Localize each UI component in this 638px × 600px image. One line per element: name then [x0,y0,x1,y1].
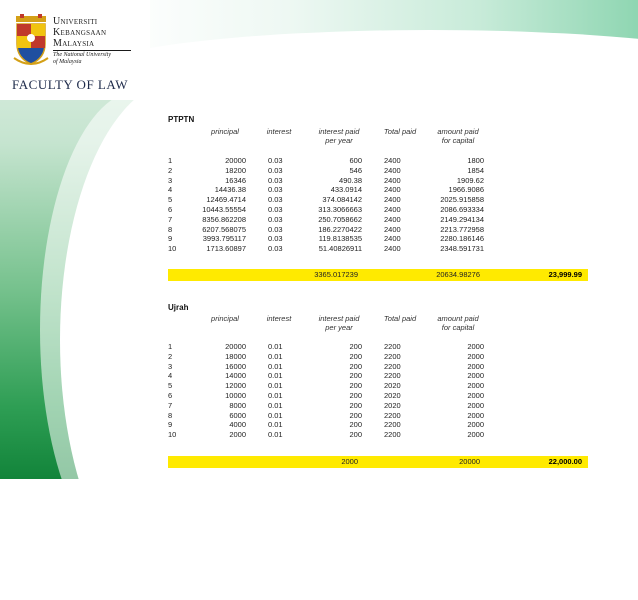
cell-amount-paid: 2149.294134 [440,214,484,224]
cell-interest: 0.03 [268,214,283,224]
row-number: 1 [168,156,173,165]
col-header-amount-paid [430,127,486,145]
cell-principal: 8356.862208 [202,214,246,224]
row-number: 5 [168,381,173,391]
cell-amount-paid: 1800 [467,156,484,165]
cell-interest-paid: 490.38 [339,175,362,185]
table-title: PTPTN [168,115,195,124]
header-line: per year [325,323,353,332]
cell-interest-paid: 313.3066663 [318,205,362,214]
table-title: Ujrah [168,303,189,312]
cell-amount-paid: 2000 [467,391,484,400]
col-header-amount-paid [430,314,486,332]
totals-row [168,269,588,281]
cell-amount-paid: 2000 [467,361,484,371]
cell-interest: 0.01 [268,400,283,410]
motto-line-2: of Malaysia [53,59,82,65]
row-number: 3 [168,175,173,185]
cell-total-paid: 2200 [384,371,401,381]
row-number: 6 [168,391,173,400]
cell-interest: 0.01 [268,430,283,440]
university-line-3: Malaysia [53,38,95,49]
cell-interest: 0.03 [268,185,283,195]
totals-row [168,456,588,468]
cell-total-paid: 2200 [384,351,401,361]
cell-interest: 0.03 [268,205,283,214]
cell-principal: 10443.55554 [202,205,246,214]
cell-principal: 12469.4714 [206,195,246,205]
cell-principal: 18000 [225,351,246,361]
row-number: 3 [168,361,173,371]
cell-total-paid: 2400 [384,195,401,205]
divider [53,50,131,51]
cell-interest-paid: 200 [349,410,362,420]
cell-total-paid: 2200 [384,342,401,351]
cell-interest-paid: 374.084142 [322,195,362,205]
cell-principal: 18200 [225,165,246,175]
cell-principal: 6207.568075 [202,224,246,234]
university-logo [12,14,128,70]
cell-total-paid: 2200 [384,410,401,420]
col-header-total-paid: Total paid [383,314,417,323]
cell-amount-paid: 2280.186146 [440,234,484,244]
header-line: interest paid [318,127,360,136]
total-interest-paid: 3365.017239 [314,270,358,279]
cell-amount-paid: 1909.62 [456,175,484,185]
cell-interest-paid: 250.7058662 [318,214,362,224]
cell-amount-paid: 2000 [467,381,484,391]
cell-total-paid: 2020 [384,381,401,391]
cell-interest: 0.01 [268,391,283,400]
col-header-principal: principal [211,127,239,136]
cell-interest-paid: 119.8138535 [318,234,362,244]
cell-principal: 3993.795117 [202,234,246,244]
row-number: 8 [168,224,173,234]
row-number: 4 [168,185,173,195]
row-number: 1 [168,342,173,351]
cell-interest-paid: 200 [349,371,362,381]
cell-total-paid: 2400 [384,234,401,244]
cell-interest-paid: 186.2270422 [318,224,362,234]
university-line-1: Universiti [53,16,98,27]
row-number: 10 [168,244,177,254]
cell-amount-paid: 2000 [467,420,484,430]
row-number: 9 [168,420,173,430]
faculty-title: FACULTY OF LAW [12,77,128,92]
cell-principal: 2000 [229,430,246,440]
cell-interest-paid: 200 [349,361,362,371]
cell-interest: 0.03 [268,195,283,205]
cell-total-paid: 2400 [384,244,401,254]
cell-interest-paid: 200 [349,430,362,440]
header-line: interest paid [318,314,360,323]
cell-interest-paid: 546 [349,165,362,175]
cell-amount-paid: 2000 [467,342,484,351]
total-interest-paid: 2000 [341,457,358,466]
cell-interest: 0.03 [268,175,283,185]
ukm-crest-icon [12,14,50,68]
cell-interest: 0.03 [268,234,283,244]
university-name [53,16,129,66]
cell-total-paid: 2400 [384,214,401,224]
header-line: for capital [441,136,475,145]
cell-interest: 0.01 [268,420,283,430]
cell-total-paid: 2400 [384,185,401,195]
cell-principal: 16000 [225,361,246,371]
col-header-total-paid: Total paid [383,127,417,136]
col-header-interest-paid [310,127,368,145]
cell-principal: 10000 [225,391,246,400]
header-line: amount paid [437,314,479,323]
cell-interest-paid: 200 [349,400,362,410]
cell-total-paid: 2200 [384,420,401,430]
cell-principal: 6000 [229,410,246,420]
cell-principal: 8000 [229,400,246,410]
cell-amount-paid: 2000 [467,410,484,420]
row-number: 2 [168,351,173,361]
cell-interest: 0.01 [268,342,283,351]
cell-principal: 20000 [225,156,246,165]
cell-interest: 0.01 [268,361,283,371]
cell-total-paid: 2020 [384,391,401,400]
cell-total-paid: 2200 [384,361,401,371]
cell-interest-paid: 433.0914 [330,185,362,195]
cell-amount-paid: 2348.591731 [440,244,484,254]
col-header-interest: interest [266,127,292,136]
cell-amount-paid: 2000 [467,371,484,381]
cell-interest-paid: 600 [349,156,362,165]
header-line: for capital [441,323,475,332]
col-header-principal: principal [211,314,239,323]
row-number: 9 [168,234,173,244]
cell-amount-paid: 2000 [467,430,484,440]
row-number: 7 [168,400,173,410]
row-number: 10 [168,430,177,440]
cell-total-paid: 2400 [384,205,401,214]
cell-amount-paid: 2000 [467,400,484,410]
col-header-interest: interest [266,314,292,323]
cell-total-paid: 2400 [384,224,401,234]
cell-interest: 0.03 [268,156,283,165]
col-header-interest-paid [310,314,368,332]
cell-interest-paid: 51.40826911 [318,244,362,254]
row-number: 2 [168,165,173,175]
cell-amount-paid: 2025.915858 [440,195,484,205]
cell-interest: 0.03 [268,224,283,234]
header-line: amount paid [437,127,479,136]
row-number: 4 [168,371,173,381]
row-number: 8 [168,410,173,420]
cell-total-paid: 2400 [384,165,401,175]
cell-total-paid: 2400 [384,156,401,165]
cell-principal: 12000 [225,381,246,391]
cell-principal: 14000 [225,371,246,381]
cell-interest: 0.01 [268,351,283,361]
row-number: 6 [168,205,173,214]
cell-amount-paid: 2000 [467,351,484,361]
cell-interest: 0.03 [268,165,283,175]
row-number: 5 [168,195,173,205]
cell-interest: 0.03 [268,244,283,254]
cell-principal: 1713.60897 [206,244,246,254]
cell-interest-paid: 200 [349,420,362,430]
header-line: per year [325,136,353,145]
cell-amount-paid: 2213.772958 [440,224,484,234]
cell-total-paid: 2200 [384,430,401,440]
cell-interest: 0.01 [268,381,283,391]
cell-interest-paid: 200 [349,381,362,391]
cell-amount-paid: 1966.9086 [448,185,484,195]
cell-total-paid: 2400 [384,175,401,185]
cell-interest-paid: 200 [349,391,362,400]
cell-amount-paid: 1854 [467,165,484,175]
cell-principal: 16346 [225,175,246,185]
cell-principal: 14436.38 [214,185,246,195]
total-total-paid: 20000 [459,457,480,466]
total-total-paid: 20634.98276 [436,270,480,279]
cell-interest: 0.01 [268,371,283,381]
cell-interest-paid: 200 [349,351,362,361]
cell-principal: 20000 [225,342,246,351]
cell-interest-paid: 200 [349,342,362,351]
row-number: 7 [168,214,173,224]
cell-interest: 0.01 [268,410,283,420]
grand-total: 22,000.00 [548,457,582,466]
cell-amount-paid: 2086.693334 [440,205,484,214]
grand-total: 23,999.99 [548,270,582,279]
motto-line-1: The National University [53,52,111,58]
university-line-2: Kebangsaan [53,27,107,38]
cell-principal: 4000 [229,420,246,430]
cell-total-paid: 2020 [384,400,401,410]
